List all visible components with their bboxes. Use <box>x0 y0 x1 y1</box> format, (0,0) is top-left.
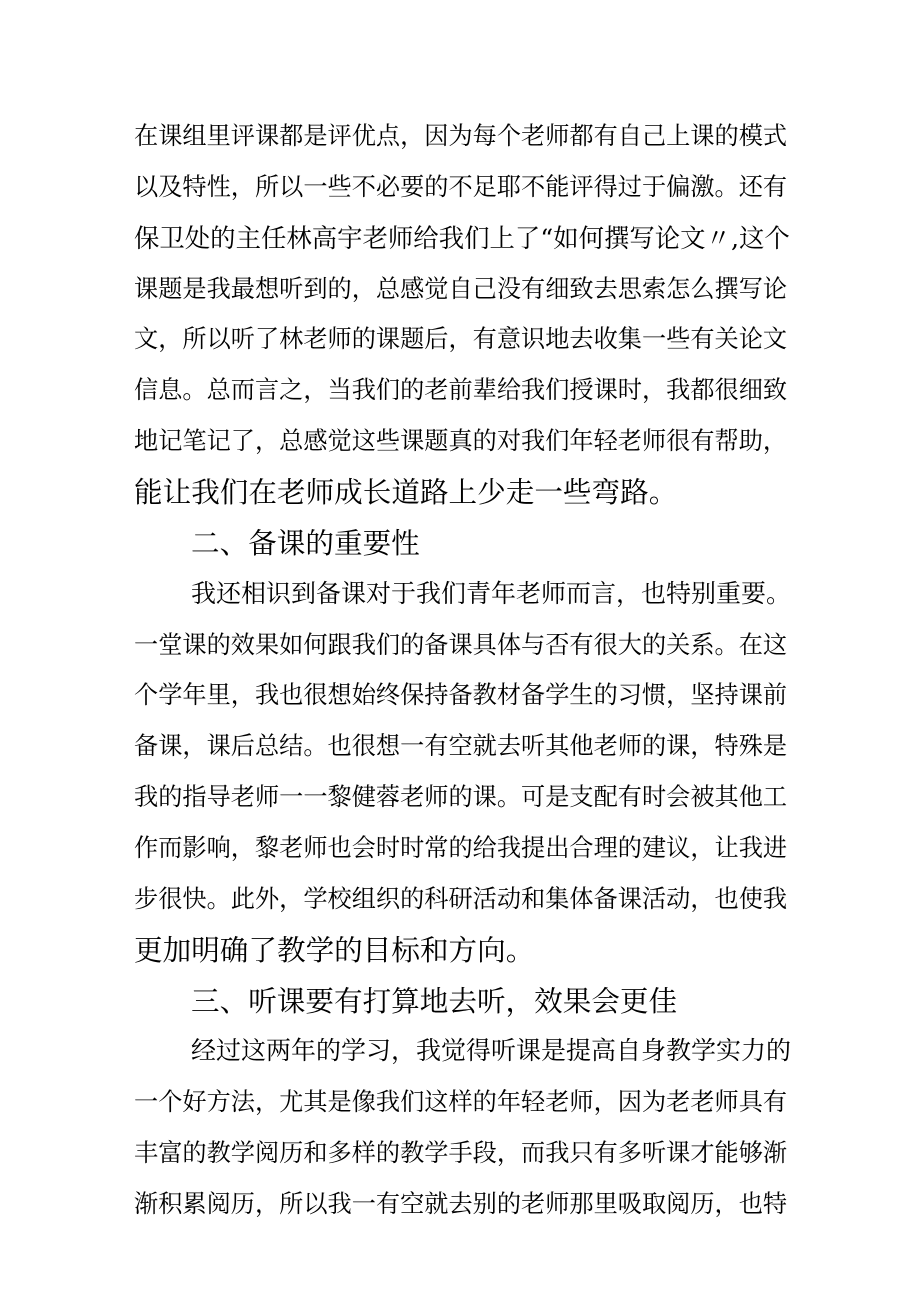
paragraph-line: 信息。总而言之，当我们的老前辈给我们授课时，我都很细致 <box>134 376 788 405</box>
paragraph-line: 丰富的教学阅历和多样的教学手段，而我只有多听课才能够渐 <box>134 1139 788 1167</box>
paragraph-line: 能让我们在老师成长道路上少走一些弯路。 <box>134 474 678 509</box>
paragraph-line: 作而影响，黎老师也会时时常的给我提出合理的建议，让我进 <box>134 833 788 862</box>
paragraph-line-indented: 三、听课要有打算地去听，效果会更佳 <box>191 983 678 1018</box>
paragraph-line-indented: 二、备课的重要性 <box>191 525 420 560</box>
paragraph-line: 我的指导老师一一黎健蓉老师的课。可是支配有时会被其他工 <box>134 783 788 812</box>
paragraph-line: 保卫处的主任林高宇老师给我们上了“如何撰写论文〃,这个 <box>134 222 790 253</box>
paragraph-line-indented: 经过这两年的学习，我觉得听课是提高自身教学实力的 <box>191 1036 792 1066</box>
paragraph-line: 步很快。此外，学校组织的科研活动和集体备课活动，也使我 <box>134 884 788 913</box>
paragraph-line: 渐积累阅历，所以我一有空就去别的老师那里吸取阅历，也特 <box>134 1189 788 1218</box>
paragraph-line: 文，所以听了林老师的课题后，有意识地去收集一些有关论文 <box>134 325 788 354</box>
paragraph-line: 个学年里，我也很想始终保持备教材备学生的习惯，坚持课前 <box>134 681 788 710</box>
paragraph-line: 更加明确了教学的目标和方向。 <box>134 932 535 967</box>
paragraph-line: 课题是我最想听到的，总感觉自己没有细致去思索怎么撰写论 <box>134 274 788 303</box>
paragraph-line: 以及特性，所以一些不必要的不足耶不能评得过于偏激。还有 <box>134 172 788 201</box>
paragraph-line: 备课，课后总结。也很想一有空就去听其他老师的课，特殊是 <box>134 732 788 761</box>
paragraph-line: 在课组里评课都是评优点，因为每个老师都有自己上课的模式 <box>134 122 788 150</box>
paragraph-line: 一个好方法，尤其是像我们这样的年轻老师，因为老老师具有 <box>134 1088 788 1117</box>
paragraph-line-indented: 我还相识到备课对于我们青年老师而言，也特别重要。 <box>191 578 792 608</box>
paragraph-line: 地记笔记了，总感觉这些课题真的对我们年轻老师很有帮助， <box>134 427 788 456</box>
paragraph-line: 一堂课的效果如何跟我们的备课具体与否有很大的关系。在这 <box>134 630 788 659</box>
